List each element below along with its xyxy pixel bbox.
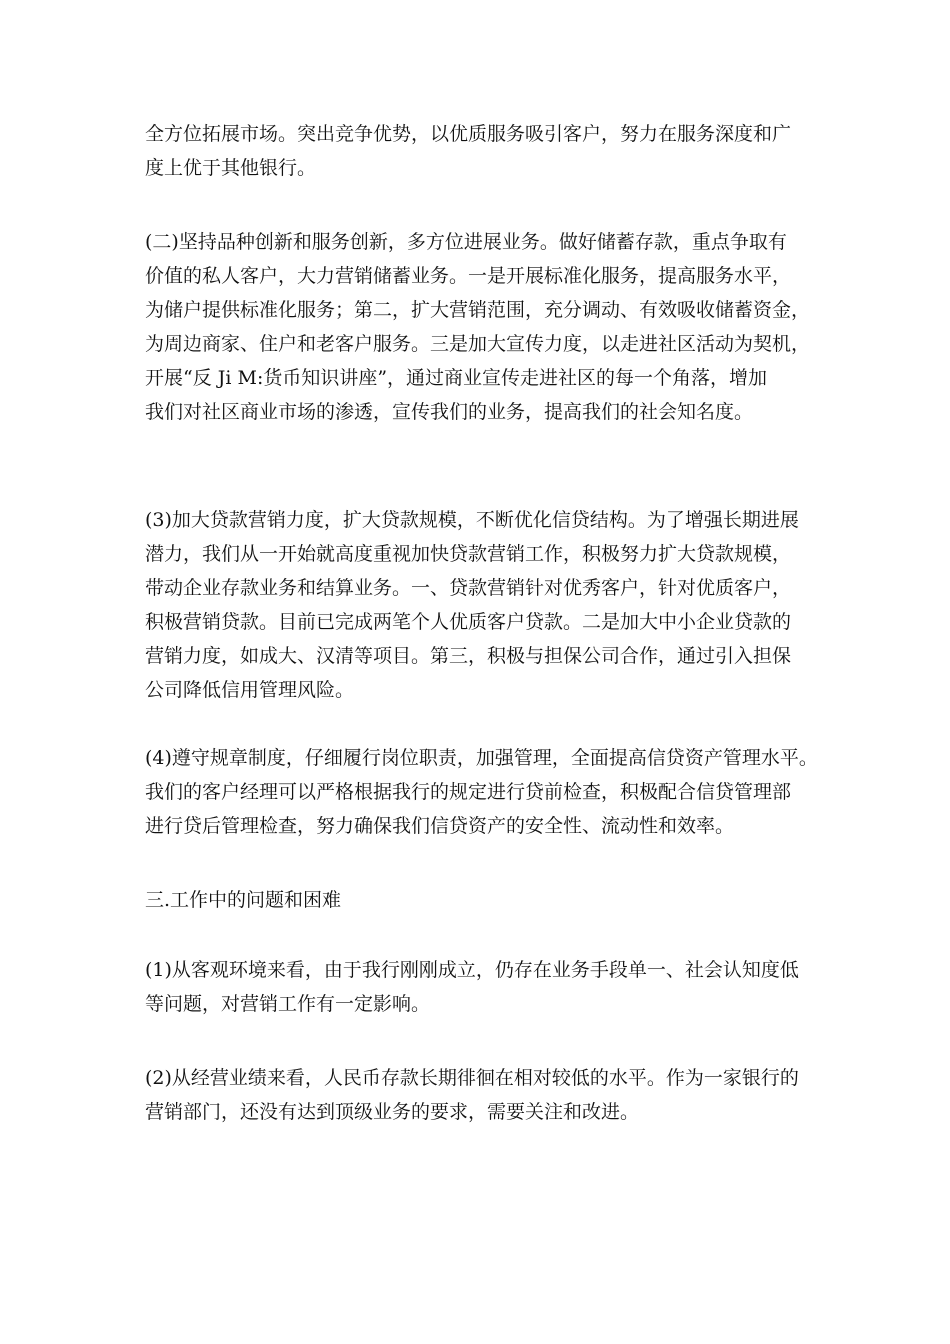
text-line: (1)从客观环境来看，由于我行刚刚成立，仍存在业务手段单一、社会认知度低 (145, 959, 799, 981)
text-line: 营销力度，如成大、汉清等项目。第三，积极与担保公司合作，通过引入担保 (145, 645, 792, 667)
text-line: 全方位拓展市场。突出竞争优势，以优质服务吸引客户，努力在服务深度和广 (145, 123, 792, 145)
text-line: 开展“反 Ji M:货币知识讲座”，通过商业宣传走进社区的每一个角落，增加 (145, 367, 768, 389)
text-line: 带动企业存款业务和结算业务。一、贷款营销针对优秀客户，针对优质客户， (145, 577, 792, 599)
text-line: 为储户提供标准化服务；第二，扩大营销范围，充分调动、有效吸收储蓄资金， (145, 299, 811, 321)
heading-text: 三.工作中的问题和困难 (145, 889, 342, 911)
text-line: (3)加大贷款营销力度，扩大贷款规模，不断优化信贷结构。为了增强长期进展 (145, 509, 799, 531)
text-line: 进行贷后管理检查，努力确保我们信贷资产的安全性、流动性和效率。 (145, 815, 735, 837)
text-line: 为周边商家、住户和老客户服务。三是加大宣传力度，以走进社区活动为契机， (145, 333, 811, 355)
text-line: 潜力，我们从一开始就高度重视加快贷款营销工作，积极努力扩大贷款规模， (145, 543, 792, 565)
text-line: 我们对社区商业市场的渗透，宣传我们的业务，提高我们的社会知名度。 (145, 401, 754, 423)
text-line: (二)坚持品种创新和服务创新，多方位进展业务。做好储蓄存款，重点争取有 (145, 231, 787, 253)
paragraph-problem-2 (145, 1061, 845, 1129)
text-line: 公司降低信用管理风险。 (145, 679, 355, 701)
text-line: 价值的私人客户，大力营销储蓄业务。一是开展标准化服务，提高服务水平， (145, 265, 792, 287)
text-line: 度上优于其他银行。 (145, 157, 317, 179)
text-line: 等问题，对营销工作有一定影响。 (145, 993, 431, 1015)
text-line: 我们的客户经理可以严格根据我行的规定进行贷前检查，积极配合信贷管理部 (145, 781, 792, 803)
section-heading (145, 883, 845, 917)
text-line: 积极营销贷款。目前已完成两笔个人优质客户贷款。二是加大中小企业贷款的 (145, 611, 792, 633)
paragraph-item-4 (145, 741, 845, 843)
paragraph-problem-1 (145, 953, 845, 1021)
paragraph-item-3 (145, 503, 845, 707)
text-line: (2)从经营业绩来看，人民币存款长期徘徊在相对较低的水平。作为一家银行的 (145, 1067, 799, 1089)
paragraph-item-2 (145, 225, 845, 429)
text-line: (4)遵守规章制度，仔细履行岗位职责，加强管理，全面提高信贷资产管理水平。 (145, 747, 818, 769)
text-line: 营销部门，还没有达到顶级业务的要求，需要关注和改进。 (145, 1101, 640, 1123)
paragraph-intro (145, 117, 845, 185)
